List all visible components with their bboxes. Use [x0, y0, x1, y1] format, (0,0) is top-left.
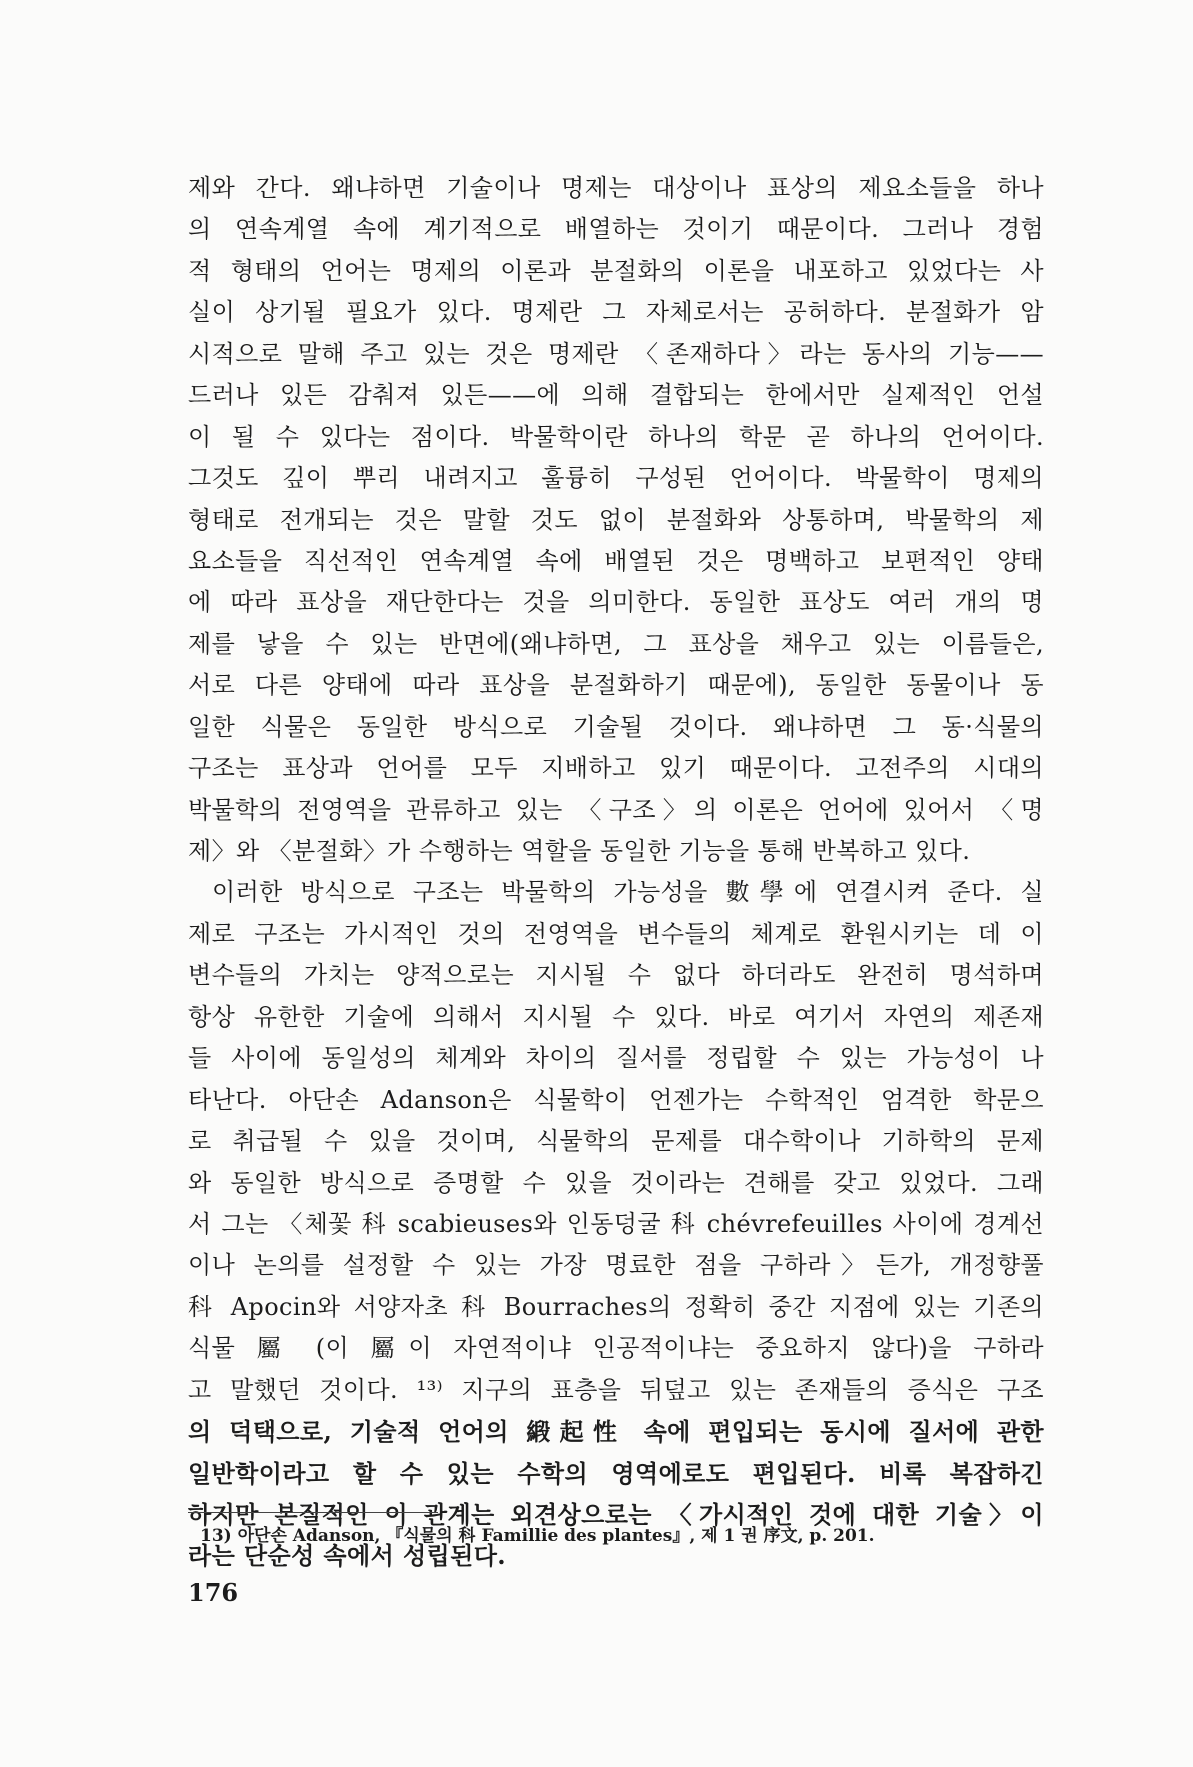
text-line: 科 Apocin와 서양자초 科 Bourraches의 정확히 중간 지점에 있는 기존의: [188, 1292, 1044, 1321]
text-line: 에 따라 표상을 재단한다는 것을 의미한다. 동일한 표상도 여러 개의 명: [188, 588, 1044, 617]
text-line: 타난다. 아단손 Adanson은 식물학이 언젠가는 수학적인 엄격한 학문으: [188, 1085, 1044, 1114]
text-line: 이나 논의를 설정할 수 있는 가장 명료한 점을 구하라〉든가, 개정향풀: [188, 1251, 1044, 1280]
text-line: 식물 屬 (이 屬이 자연적이냐 인공적이냐는 중요하지 않다)을 구하라: [188, 1334, 1044, 1363]
text-line: 라는 단순성 속에서 성립된다.: [188, 1541, 507, 1571]
text-line: 그것도 깊이 뿌리 내려지고 훌륭히 구성된 언어이다. 박물학이 명제의: [188, 464, 1044, 493]
text-line: 서 그는 〈체꽃 科 scabieuses와 인동덩굴 科 chévrefeuilles 사이에 경계선: [188, 1209, 1044, 1238]
text-line: 제를 낳을 수 있는 반면에(왜냐하면, 그 표상을 채우고 있는 이름들은,: [188, 629, 1044, 658]
text-line: 하지만 본질적인 이 관계는 외견상으로는 〈가시적인 것에 대한 기술〉이: [188, 1500, 1044, 1529]
paragraph-start-line: 이러한 방식으로 구조는 박물학의 가능성을 數學에 연결시켜 준다. 실: [212, 878, 1044, 907]
page-number: 176: [188, 1578, 239, 1607]
text-line: 서로 다른 양태에 따라 표상을 분절화하기 때문에), 동일한 동물이나 동: [188, 671, 1044, 700]
text-line: 와 동일한 방식으로 증명할 수 있을 것이라는 견해를 갖고 있었다. 그래: [188, 1168, 1044, 1197]
text-line: 형태로 전개되는 것은 말할 것도 없이 분절화와 상통하며, 박물학의 제: [188, 505, 1044, 534]
text-line: 변수들의 가치는 양적으로는 지시될 수 없다 하더라도 완전히 명석하며: [188, 961, 1044, 990]
footnote-divider: [188, 1512, 438, 1513]
text-line: 의 덕택으로, 기술적 언어의 緞起性 속에 편입되는 동시에 질서에 관한: [188, 1417, 1044, 1447]
text-line: 요소들을 직선적인 연속계열 속에 배열된 것은 명백하고 보편적인 양태: [188, 546, 1044, 575]
text-line: 이 될 수 있다는 점이다. 박물학이란 하나의 학문 곧 하나의 언어이다.: [188, 422, 1044, 451]
body-text: [188, 168, 1044, 1577]
text-line: 제로 구조는 가시적인 것의 전영역을 변수들의 체계로 환원시키는 데 이: [188, 919, 1044, 948]
text-line: 시적으로 말해 주고 있는 것은 명제란 〈존재하다〉라는 동사의 기능——: [188, 339, 1044, 368]
text-line: 적 형태의 언어는 명제의 이론과 분절화의 이론을 내포하고 있었다는 사: [188, 256, 1044, 285]
text-line: 실이 상기될 필요가 있다. 명제란 그 자체로서는 공허하다. 분절화가 암: [188, 298, 1044, 327]
text-line: 제와 간다. 왜냐하면 기술이나 명제는 대상이나 표상의 제요소들을 하나: [188, 174, 1044, 202]
text-line: 고 말했던 것이다. ¹³⁾ 지구의 표층을 뒤덮고 있는 존재들의 증식은 구조: [188, 1375, 1044, 1404]
footnote: 13) 아단손 Adanson, 『식물의 科 Famillie des plantes』, 제 1 권 序文, p. 201.: [200, 1526, 875, 1546]
text-line: 로 취급될 수 있을 것이며, 식물학의 문제를 대수학이나 기하학의 문제: [188, 1127, 1044, 1156]
text-line: 항상 유한한 기술에 의해서 지시될 수 있다. 바로 여기서 자연의 제존재: [188, 1002, 1044, 1031]
text-line: 제〉와 〈분절화〉가 수행하는 역할을 동일한 기능을 통해 반복하고 있다.: [188, 837, 971, 865]
text-line: 구조는 표상과 언어를 모두 지배하고 있기 때문이다. 고전주의 시대의: [188, 754, 1044, 783]
text-line: 일반학이라고 할 수 있는 수학의 영역에로도 편입된다. 비록 복잡하긴: [188, 1458, 1044, 1488]
text-line: 드러나 있든 감춰져 있든——에 의해 결합되는 한에서만 실제적인 언설: [188, 381, 1044, 410]
text-line: 일한 식물은 동일한 방식으로 기술될 것이다. 왜냐하면 그 동·식물의: [188, 712, 1044, 741]
text-line: 박물학의 전영역을 관류하고 있는 〈구조〉의 이론은 언어에 있어서 〈명: [188, 795, 1044, 824]
text-line: 들 사이에 동일성의 체계와 차이의 질서를 정립할 수 있는 가능성이 나: [188, 1044, 1044, 1073]
text-line: 의 연속계열 속에 계기적으로 배열하는 것이기 때문이다. 그러나 경험: [188, 215, 1044, 244]
